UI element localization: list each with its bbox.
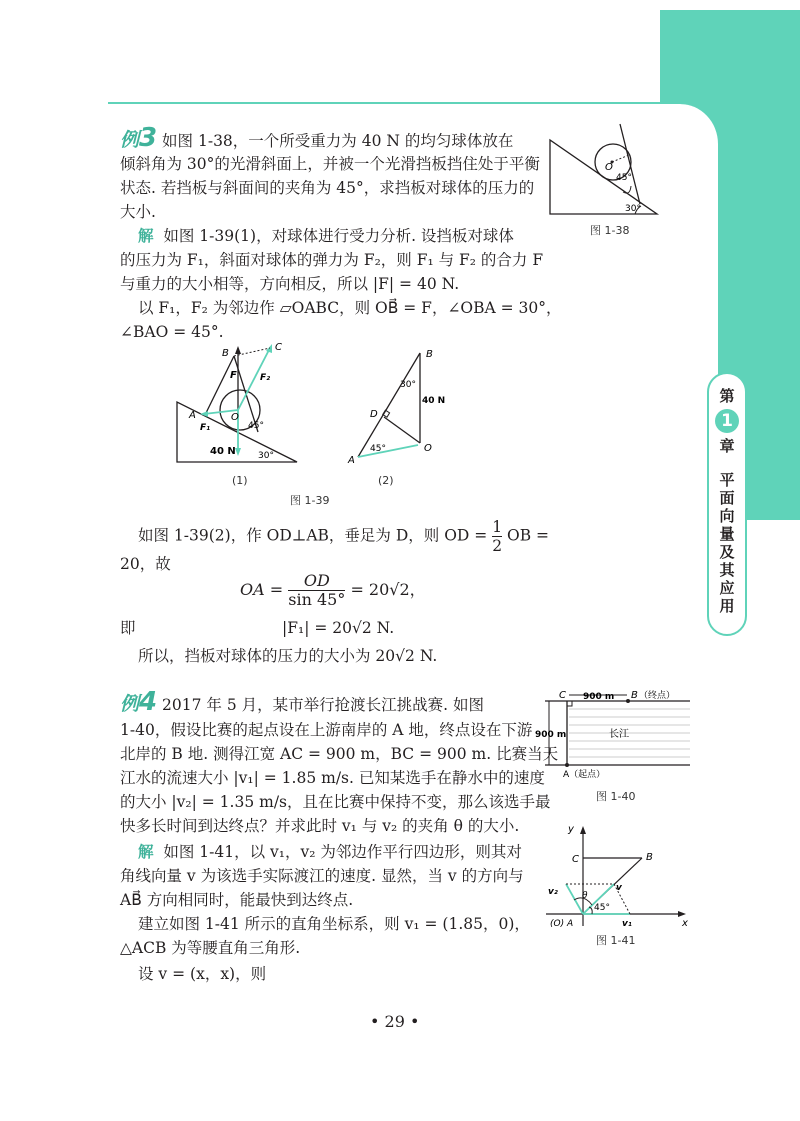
label-30: 30° (400, 380, 416, 390)
label-45: 45° (248, 421, 264, 431)
fraction-half: $\frac{1}{2}$ (492, 518, 503, 555)
ex4-sol-3: AB⃗ 方向相同时，能最快到达终点. (120, 891, 354, 909)
label-45: 45° (616, 173, 632, 183)
label-o: O (231, 412, 239, 423)
y-axis-head (580, 826, 586, 834)
parallelogram-ab (205, 356, 234, 415)
ex3-line-4: 大小. (120, 203, 156, 221)
right-angle-mark (383, 410, 390, 417)
ex3-para2: 如图 1-39(2)，作 OD⊥AB，垂足为 D，则 OD = $\frac{1}{2}$ OB = (138, 518, 550, 555)
label-45: 45° (370, 444, 386, 454)
label-v: v (616, 883, 622, 893)
river-waves (569, 709, 690, 757)
label-f1: F₁ (200, 423, 211, 433)
chapter-zhang: 章 (719, 437, 735, 455)
label-30: 30° (258, 451, 274, 461)
label-45: 45° (594, 903, 610, 913)
x-axis-head (678, 911, 686, 917)
fraction-od-sin45: $\frac{OD}{\sin 45^\circ}$ (288, 571, 346, 609)
label-v1: v₁ (622, 919, 632, 929)
label-40n: 40 N (422, 396, 446, 406)
label-theta: θ (582, 891, 588, 901)
ex3-line-2: 倾斜角为 30°的光滑斜面上，并被一个光滑挡板挡住处于平衡 (120, 155, 540, 173)
ex3-badge: 例3 (120, 123, 158, 153)
label-30: 30° (625, 204, 641, 214)
ex4-sol-6: 设 v = (x，x)，则 (138, 965, 267, 983)
ex4-sol-4: 建立如图 1-41 所示的直角坐标系，则 v₁ = (1.85，0)， (138, 915, 530, 933)
caption-1-39: 图 1-39 (290, 494, 330, 507)
ex4-line-6: 快多长时间到达终点？并求此时 v₁ 与 v₂ 的夹角 θ 的大小. (120, 817, 520, 835)
label-a: A (189, 410, 196, 421)
label-c: C (559, 690, 566, 701)
segment-od (384, 417, 420, 443)
label-b: B (646, 852, 653, 863)
ex3-conclusion: 所以，挡板对球体的压力的大小为 20√2 N. (138, 647, 438, 665)
vector-v2 (566, 884, 583, 914)
point-a (565, 763, 569, 767)
chapter-tab (707, 372, 747, 636)
ex4-badge: 例4 (120, 687, 158, 717)
ex3-sol-3: 与重力的大小相等，方向相反，所以 |F| = 40 N. (120, 275, 460, 293)
ex4-line-1: 例4 2017 年 5 月，某市举行抢渡长江挑战赛. 如图 (120, 687, 484, 717)
label-v2: v₂ (548, 887, 558, 897)
ex4-sol-1: 解 如图 1-41，以 v₁，v₂ 为邻边作平行四边形，则其对 (138, 843, 522, 861)
label-start: A（起点） (563, 770, 606, 780)
label-b: B (426, 349, 433, 360)
ex3-line-1: 例3 如图 1-38，一个所受重力为 40 N 的均匀球体放在 (120, 123, 514, 153)
chapter-di: 第 (719, 387, 735, 405)
ex4-line-3: 北岸的 B 地. 测得江宽 AC = 900 m，BC = 900 m. 比赛当天 (120, 745, 559, 763)
ex3-sol-1: 解 如图 1-39(1)，对球体进行受力分析. 设挡板对球体 (138, 227, 514, 245)
label-oa: (O) A (550, 919, 574, 929)
label-40n: 40 N (210, 446, 236, 457)
label-d: D (370, 409, 378, 420)
segment-ao (358, 445, 418, 457)
label-river: 长江 (609, 729, 629, 740)
caption-1-39-sub1: (1) (232, 474, 248, 487)
label-900-top: 900 m (583, 692, 615, 702)
header-rule (108, 102, 660, 104)
figure-1-41 (540, 822, 690, 930)
chapter-number: 1 (715, 409, 739, 433)
label-end: （终点） (639, 691, 676, 701)
ex4-sol-2: 角线向量 v 为该选手实际渡江的速度. 显然，当 v 的方向与 (120, 867, 524, 885)
ex3-sol-2: 的压力为 F₁，斜面对球体的弹力为 F₂，则 F₁ 与 F₂ 的合力 F (120, 251, 544, 269)
weight-head (235, 448, 241, 456)
page-number: • 29 • (370, 1012, 420, 1031)
ex3-para2-cont: 20，故 (120, 555, 171, 573)
ji-label: 即 (120, 619, 136, 637)
ex4-line-5: 的大小 |v₂| = 1.35 m/s，且在比赛中保持不变，那么该选手最 (120, 793, 551, 811)
angle-arc-45 (623, 186, 631, 193)
figure-1-39-2 (342, 345, 446, 466)
equation-f1: |F₁| = 20√2 N. (282, 619, 395, 637)
ex3-sol-4: 以 F₁，F₂ 为邻边作 ▱OABC，则 OB⃗ = F，∠OBA = 30°， (138, 299, 562, 317)
ex4-line-4: 江水的流速大小 |v₁| = 1.85 m/s. 已知某选手在静水中的速度 (120, 769, 545, 787)
header-band (660, 10, 800, 105)
label-o: O (605, 162, 613, 173)
ex3-sol-5: ∠BAO = 45°. (120, 323, 224, 341)
ball-radius (612, 155, 629, 162)
figure-1-39-1 (172, 340, 307, 470)
point-b (626, 699, 630, 703)
equation-oa: OA = $\frac{OD}{\sin 45^\circ}$ = 20√2， (240, 571, 426, 609)
segment-ab (358, 353, 420, 457)
figure-1-38 (545, 122, 670, 237)
label-f: F (230, 370, 237, 381)
label-c: C (572, 854, 579, 865)
label-f2: F₂ (260, 373, 271, 383)
label-b: B (631, 690, 638, 701)
caption-1-40: 图 1-40 (596, 790, 636, 803)
label-900-left: 900 m (535, 730, 567, 740)
force-f-head (235, 346, 241, 354)
figure-1-40 (535, 685, 695, 785)
chapter-title: 平面向量及其应用 (717, 472, 736, 616)
caption-1-41: 图 1-41 (596, 934, 636, 947)
label-a: A (348, 455, 355, 466)
ex4-sol-5: △ACB 为等腰直角三角形. (120, 939, 301, 957)
right-angle-mark (567, 701, 572, 706)
label-o: O (424, 443, 432, 454)
caption-1-39-sub2: (2) (378, 474, 394, 487)
ex3-line-3: 状态. 若挡板与斜面间的夹角为 45°，求挡板对球体的压力的 (120, 179, 535, 197)
label-c: C (275, 342, 282, 353)
label-y: y (568, 824, 574, 835)
label-x: x (682, 918, 688, 929)
caption-1-38: 图 1-38 (590, 224, 630, 237)
ex4-line-2: 1-40，假设比赛的起点设在上游南岸的 A 地，终点设在下游 (120, 721, 533, 739)
label-b: B (222, 348, 229, 359)
